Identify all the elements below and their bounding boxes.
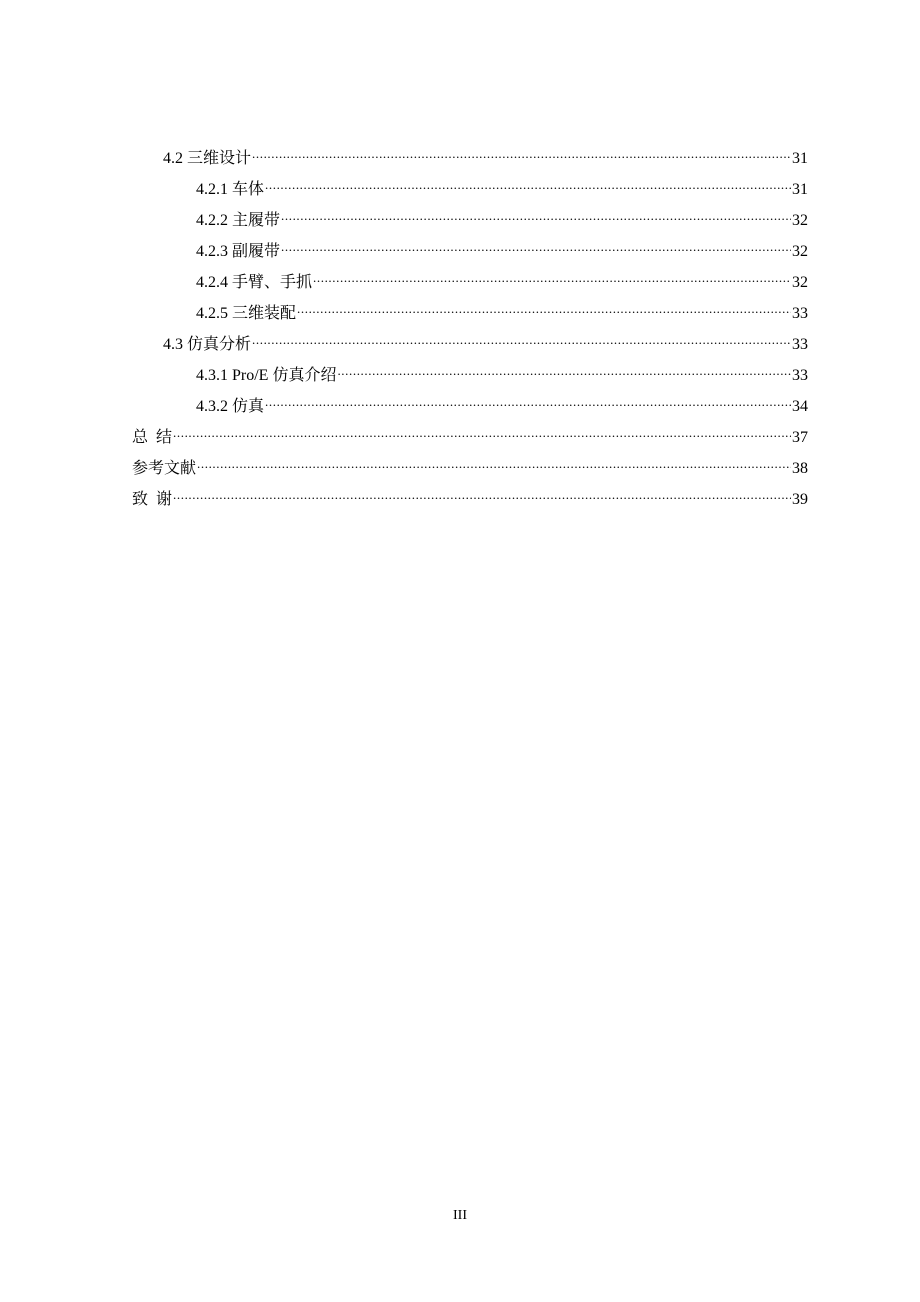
page-number: III xyxy=(453,1208,467,1223)
toc-entry[interactable] xyxy=(196,263,808,291)
toc-entry-title: 4.2 三维设计 xyxy=(163,150,252,167)
toc-dot-leader xyxy=(197,449,791,473)
toc-entry-page: 33 xyxy=(792,305,808,322)
toc-entry[interactable] xyxy=(132,480,808,508)
toc-entry-page: 33 xyxy=(792,336,808,353)
toc-entry-page: 31 xyxy=(792,181,808,198)
toc-entry[interactable] xyxy=(163,325,808,353)
toc-dot-leader xyxy=(252,325,791,349)
toc-entry[interactable] xyxy=(163,139,808,167)
toc-entry-title: 4.3.1 Pro/E 仿真介绍 xyxy=(196,367,337,384)
toc-entry[interactable] xyxy=(196,232,808,260)
toc-dot-leader xyxy=(337,356,791,380)
toc-entry-title: 致 谢 xyxy=(132,491,173,508)
toc-entry-page: 32 xyxy=(792,243,808,260)
toc-entry-page: 38 xyxy=(792,460,808,477)
toc-dot-leader xyxy=(265,387,791,411)
toc-dot-leader xyxy=(173,480,791,504)
toc-entry-page: 32 xyxy=(792,212,808,229)
toc-entry[interactable] xyxy=(132,449,808,477)
toc-entry-page: 32 xyxy=(792,274,808,291)
toc-entry-title: 4.3.2 仿真 xyxy=(196,398,265,415)
toc-entry[interactable] xyxy=(132,418,808,446)
toc-dot-leader xyxy=(252,139,791,163)
toc-entry[interactable] xyxy=(196,201,808,229)
toc-entry[interactable] xyxy=(196,170,808,198)
toc-dot-leader xyxy=(281,201,791,225)
toc-dot-leader xyxy=(265,170,791,194)
toc-entry-title: 总 结 xyxy=(132,429,173,446)
toc-entry-page: 34 xyxy=(792,398,808,415)
toc-entry[interactable] xyxy=(196,356,808,384)
toc-entry-title: 4.2.4 手臂、手抓 xyxy=(196,274,313,291)
toc-entry-title: 4.2.1 车体 xyxy=(196,181,265,198)
toc-entry-title: 4.3 仿真分析 xyxy=(163,336,252,353)
toc-entry-page: 37 xyxy=(792,429,808,446)
toc-entry-title: 4.2.5 三维装配 xyxy=(196,305,297,322)
toc-entry-title: 参考文献 xyxy=(132,460,197,477)
toc-entry-page: 31 xyxy=(792,150,808,167)
toc-entry-title: 4.2.2 主履带 xyxy=(196,212,281,229)
toc-dot-leader xyxy=(297,294,791,318)
toc-entry[interactable] xyxy=(196,294,808,322)
toc-dot-leader xyxy=(313,263,791,287)
toc-entry[interactable] xyxy=(196,387,808,415)
toc-entry-title: 4.2.3 副履带 xyxy=(196,243,281,260)
toc-dot-leader xyxy=(281,232,791,256)
toc-entry-page: 33 xyxy=(792,367,808,384)
toc-entry-page: 39 xyxy=(792,491,808,508)
toc-dot-leader xyxy=(173,418,791,442)
